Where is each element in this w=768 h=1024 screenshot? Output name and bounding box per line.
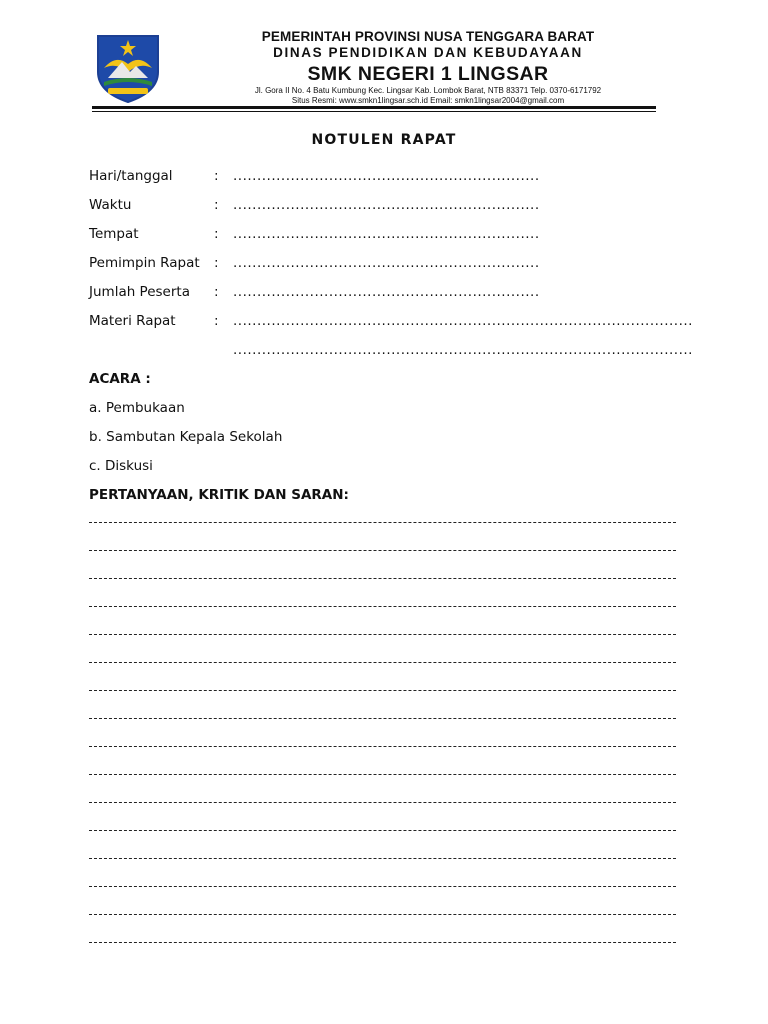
field-label: Waktu: [89, 197, 132, 213]
acara-item: a. Pembukaan: [89, 400, 185, 416]
writing-line: [89, 802, 676, 803]
pertanyaan-heading: PERTANYAAN, KRITIK DAN SARAN:: [89, 487, 349, 503]
letterhead-website-email: Situs Resmi: www.smkn1lingsar.sch.id Email: smkn1lingsar2004@gmail.com: [291, 96, 565, 105]
writing-line: [89, 718, 676, 719]
writing-line: [89, 746, 676, 747]
letterhead-rule-thin: [92, 111, 656, 112]
acara-item: c. Diskusi: [89, 458, 153, 474]
writing-line: [89, 606, 676, 607]
field-blank: ................................................................: [233, 255, 540, 271]
acara-heading: ACARA :: [89, 371, 151, 387]
field-materi-rapat-continuation: [89, 340, 693, 360]
field-blank: ................................................................: [233, 168, 540, 184]
letterhead-government: PEMERINTAH PROVINSI NUSA TENGGARA BARAT: [261, 29, 595, 44]
field-label: Jumlah Peserta: [89, 284, 190, 300]
writing-line: [89, 634, 676, 635]
field-label: Pemimpin Rapat: [89, 255, 200, 271]
field-label: Materi Rapat: [89, 313, 176, 329]
field-tempat: [89, 224, 689, 244]
writing-line: [89, 774, 676, 775]
writing-line: [89, 662, 676, 663]
letterhead-text: [200, 28, 656, 106]
letterhead-department: DINAS PENDIDIKAN DAN KEBUDAYAAN: [273, 45, 583, 60]
field-blank: ................................................................: [233, 226, 540, 242]
letterhead-address: Jl. Gora II No. 4 Batu Kumbung Kec. Lingsar Kab. Lombok Barat, NTB 83371 Telp. 0370-6171792: [254, 86, 602, 95]
field-pemimpin-rapat: [89, 253, 689, 273]
field-label: Hari/tanggal: [89, 168, 173, 184]
field-blank: ................................................................................................: [233, 313, 693, 329]
ntb-province-emblem-icon: [94, 32, 162, 104]
acara-item: b. Sambutan Kepala Sekolah: [89, 429, 283, 445]
letterhead: [92, 28, 656, 108]
writing-line: [89, 830, 676, 831]
field-materi-rapat: [89, 311, 693, 331]
writing-line: [89, 550, 676, 551]
writing-line: [89, 914, 676, 915]
writing-line: [89, 690, 676, 691]
field-colon: :: [214, 197, 219, 213]
field-colon: :: [214, 168, 219, 184]
field-label: Tempat: [89, 226, 139, 242]
field-colon: :: [214, 255, 219, 271]
field-colon: :: [214, 313, 219, 329]
field-hari-tanggal: [89, 166, 689, 186]
writing-line: [89, 578, 676, 579]
field-blank: ................................................................: [233, 197, 540, 213]
field-jumlah-peserta: [89, 282, 689, 302]
field-colon: :: [214, 226, 219, 242]
writing-line: [89, 522, 676, 523]
field-blank: ................................................................................................: [233, 342, 693, 358]
writing-line: [89, 942, 676, 943]
writing-line: [89, 886, 676, 887]
field-colon: :: [214, 284, 219, 300]
document-title: NOTULEN RAPAT: [311, 132, 457, 148]
letterhead-rule-thick: [92, 106, 656, 109]
letterhead-school-name: SMK NEGERI 1 LINGSAR: [307, 63, 549, 85]
field-blank: ................................................................: [233, 284, 540, 300]
writing-line: [89, 858, 676, 859]
field-waktu: [89, 195, 689, 215]
